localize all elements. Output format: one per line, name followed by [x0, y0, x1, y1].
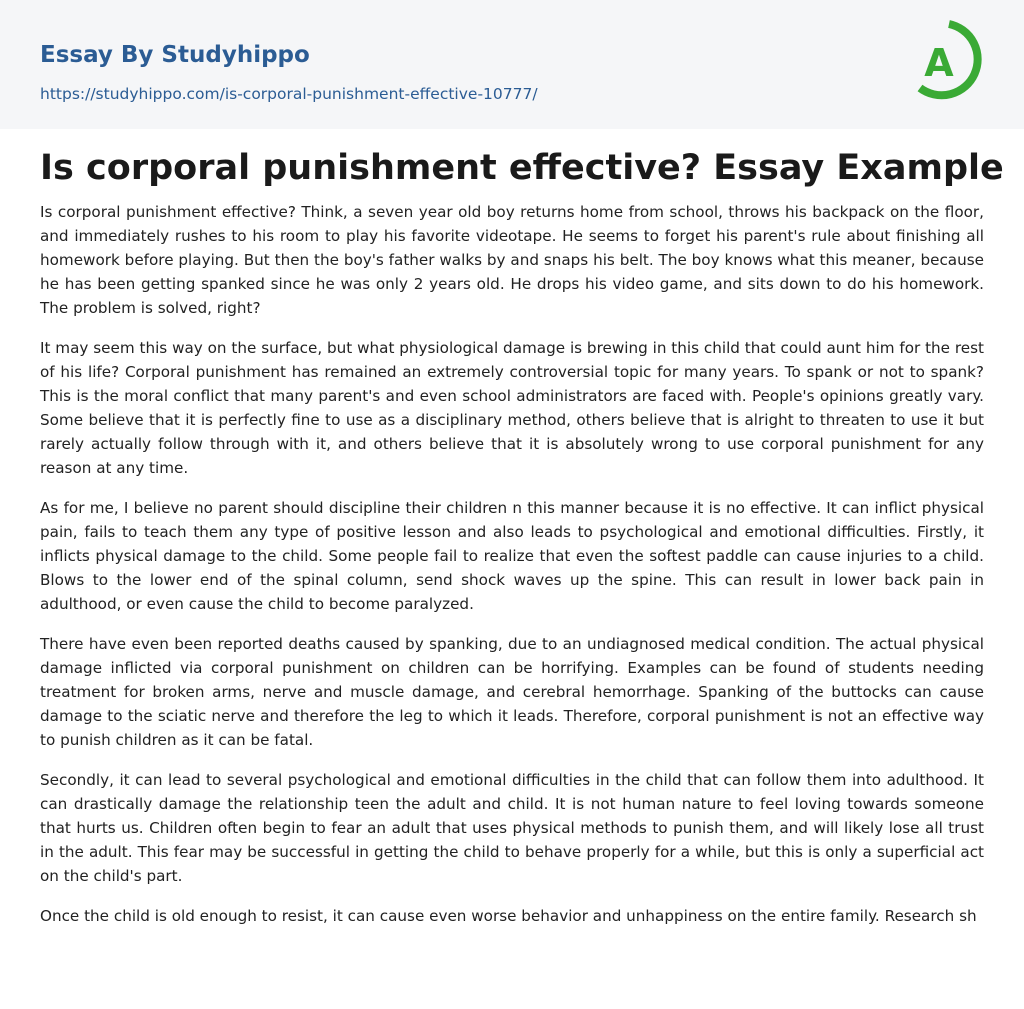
- article-url-link[interactable]: https://studyhippo.com/is-corporal-punishment-effective-10777/: [40, 85, 538, 103]
- article-paragraph: Is corporal punishment effective? Think, a seven year old boy returns home from school, throws his backpack on the floor, and immediately rushes to his room to play his favorite videotape. He seems to forget his parent's rule about finishing all homework before playing. But then the boy's father walks by and snaps his belt. The boy knows what this meaner, because he has been getting spanked since he was only 2 years old. He drops his video game, and sits down to do his homework. The problem is solved, right?: [40, 203, 984, 317]
- site-title[interactable]: Essay By Studyhippo: [40, 42, 310, 68]
- article-paragraph: Secondly, it can lead to several psychological and emotional difficulties in the child that can follow them into adulthood. It can drastically damage the relationship teen the adult and child. It is not human nature to feel loving towards someone that hurts us. Children often begin to fear an adult that uses physical methods to punish them, and will likely lose all trust in the adult. This fear may be successful in getting the child to behave properly for a while, but this is only a superficial act on the child's part.: [40, 771, 984, 885]
- article-paragraph: As for me, I believe no parent should discipline their children n this manner because it is no effective. It can inflict physical pain, fails to teach them any type of positive lesson and also leads to psychological and emotional difficulties. Firstly, it inflicts physical damage to the child. Some people fail to realize that even the softest paddle can cause injuries to a child. Blows to the lower end of the spinal column, send shock waves up the spine. This can result in lower back pain in adulthood, or even cause the child to become paralyzed.: [40, 499, 984, 613]
- logo-letter: A: [924, 41, 954, 85]
- article-paragraph: Once the child is old enough to resist, it can cause even worse behavior and unhappiness on the entire family. Research sh: [40, 907, 977, 925]
- article-body: [40, 200, 984, 944]
- article-paragraph: There have even been reported deaths caused by spanking, due to an undiagnosed medical condition. The actual physical damage inflicted via corporal punishment on children can be horrifying. Examples can be found of students needing treatment for broken arms, nerve and muscle damage, and cerebral hemorrhage. Spanking of the buttocks can cause damage to the sciatic nerve and therefore the leg to which it leads. Therefore, corporal punishment is not an effective way to punish children as it can be fatal.: [40, 635, 984, 749]
- article-paragraph: It may seem this way on the surface, but what physiological damage is brewing in this child that could aunt him for the rest of his life? Corporal punishment has remained an extremely controversial topic for many years. To spank or not to spank? This is the moral conflict that many parent's and even school administrators are faced with. People's opinions greatly vary. Some believe that it is perfectly fine to use as a disciplinary method, others believe that is alright to threaten to use it but rarely actually follow through with it, and others believe that it is absolutely wrong to use corporal punishment for any reason at any time.: [40, 339, 984, 477]
- article-title: Is corporal punishment effective? Essay Example: [40, 148, 1004, 188]
